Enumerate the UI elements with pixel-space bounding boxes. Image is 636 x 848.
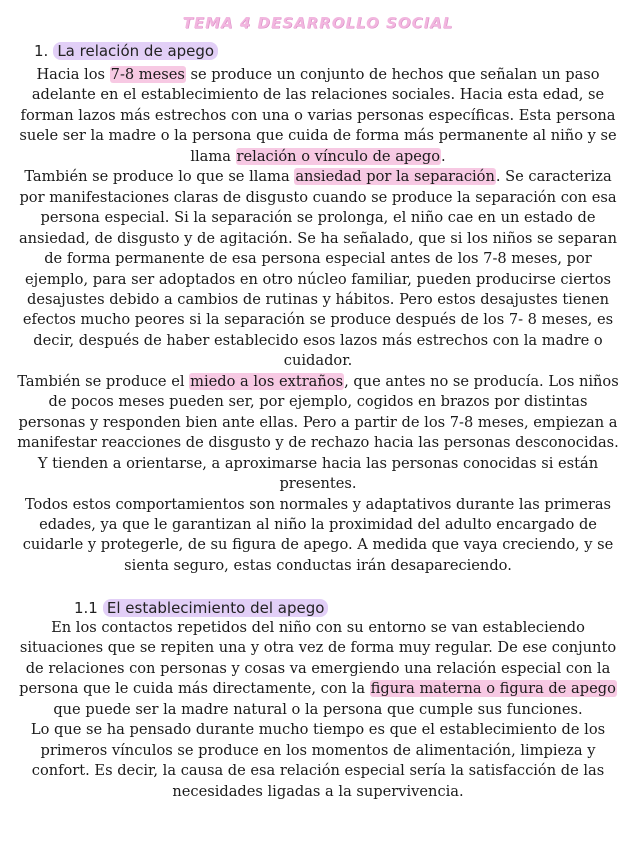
- text: se produce un conjunto de hechos que señalan un paso adelante en el establecimiento de las relaciones sociales. Hacia esta edad, se forman lazos más estrechos con una o varias personas específicas. Esta persona suele ser la madre o la persona que cuida de forma más permanente al niño y se llama: [19, 66, 617, 165]
- text: .: [441, 147, 446, 165]
- section-title: La relación de apego: [53, 42, 218, 60]
- highlighted-text: relación o vínculo de apego: [236, 147, 441, 165]
- highlighted-text: figura materna o figura de apego: [370, 680, 616, 698]
- text: También se produce lo que se llama: [24, 168, 295, 186]
- text: que puede ser la madre natural o la persona que cumple sus funciones.: [53, 700, 583, 718]
- section-heading-2: [74, 599, 328, 617]
- highlighted-text: 7-8 meses: [110, 66, 185, 83]
- page-title: TEMA 4 DESARROLLO SOCIAL: [182, 14, 454, 32]
- section-number: 1.1: [74, 599, 98, 617]
- text: También se produce el: [17, 372, 190, 390]
- text: Lo que se ha pensado durante mucho tiempo es que el establecimiento de los primeros vínculos se produce en los momentos de alimentación, limpieza y confort. Es decir, la causa de esa relación especial sería la satisfacción de las necesidades ligadas a la supervivencia.: [30, 721, 606, 800]
- section-title: El establecimiento del apego: [103, 599, 329, 617]
- text: , que antes no se producía. Los niños de pocos meses pueden ser, por ejemplo, cogidos en brazos por distintas personas y responden bien ante ellas. Pero a partir de los 7-8 meses, empiezan a manifestar reacciones de disgusto y de rechazo hacia las personas desconocidas. Y tienden a orientarse, a aproximarse hacia las personas conocidas si están presentes.: [17, 372, 619, 493]
- highlighted-text: miedo a los extraños: [190, 372, 344, 390]
- section-2-body: [14, 618, 622, 802]
- text: Hacia los: [36, 66, 110, 83]
- text: . Se caracteriza por manifestaciones claras de disgusto cuando se produce la separación con esa persona especial. Si la separación se prolonga, el niño cae en un estado de ansiedad, de disgusto y de agitación. Se ha señalado, que si los niños se separan de forma permanente de esa persona especial antes de los 7-8 meses, por ejemplo, para ser adoptados en otro núcleo familiar, pueden producirse ciertos desajustes debido a cambios de rutinas y hábitos. Pero estos desajustes tienen efectos mucho peores si la separación se produce después de los 7- 8 meses, es decir, después de haber establecido esos lazos más estrechos con la madre o cuidador.: [18, 168, 618, 370]
- section-number: 1.: [34, 42, 49, 60]
- section-heading-1: [34, 42, 218, 60]
- highlighted-text: ansiedad por la separación: [295, 168, 495, 186]
- section-1-body: [14, 65, 622, 576]
- text: En los contactos repetidos del niño con su entorno se van estableciendo situaciones que se repiten una y otra vez de forma muy regular. De ese conjunto de relaciones con personas y cosas va emergiendo una relación especial con la persona que le cuida más directamente, con la: [19, 619, 617, 698]
- text: Todos estos comportamientos son normales y adaptativos durante las primeras edades, ya que le garantizan al niño la proximidad del adulto encargado de cuidarle y protegerle, de su figura de apego. A medida que vaya creciendo, y se sienta seguro, estas conductas irán desapareciendo.: [22, 495, 614, 574]
